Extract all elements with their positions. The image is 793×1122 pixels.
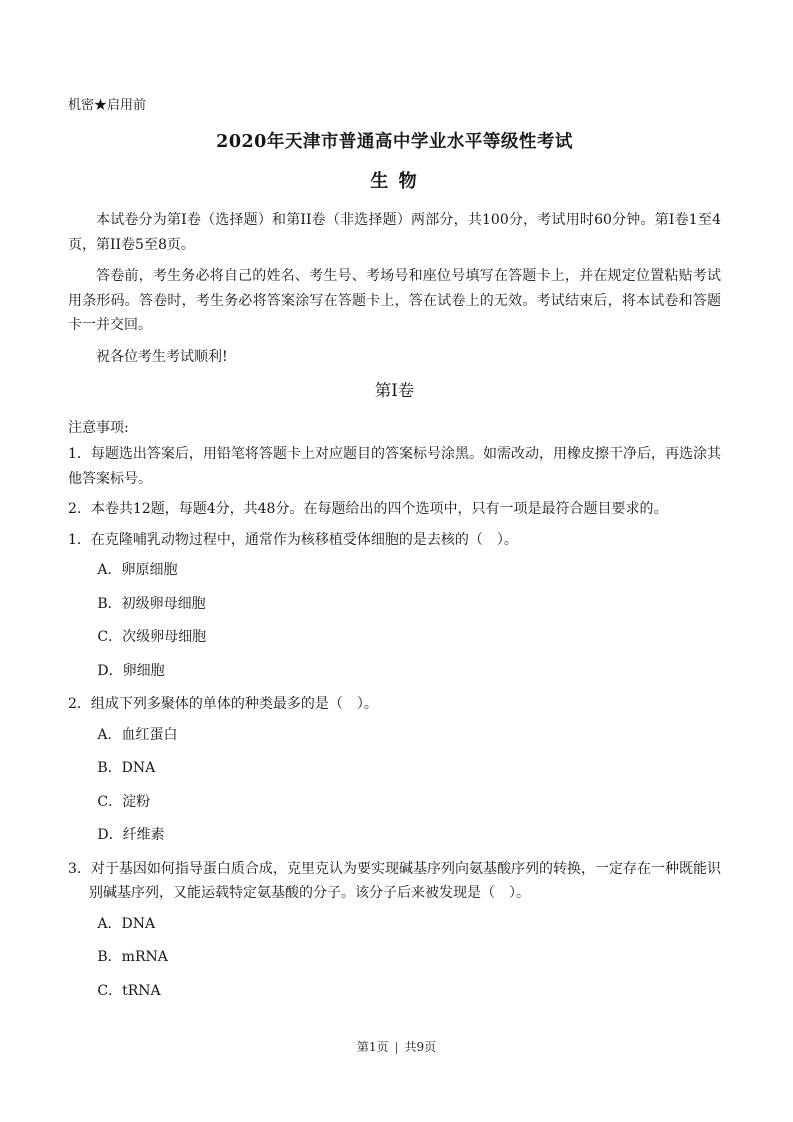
question-option: B．mRNA [97, 949, 168, 966]
classification-label: 机密★启用前 [68, 98, 147, 113]
notes-heading: 注意事项: [68, 419, 129, 436]
footer-page-number: 第1页 [356, 1040, 389, 1054]
question-option: C．次级卵母细胞 [97, 629, 207, 646]
question-stem: 3．对于基因如何指导蛋白质合成，克里克认为要实现碱基序列向氨基酸序列的转换，一定存在一种既能识别碱基序列，又能运载特定氨基酸的分子。该分子后来被发现是（ ）。 [68, 860, 721, 902]
question-stem: 1．在克隆哺乳动物过程中，通常作为核移植受体细胞的是去核的（ ）。 [68, 531, 518, 548]
question-option: A．卵原细胞 [97, 562, 178, 579]
note-item: 1．每题选出答案后，用铅笔将答题卡上对应题目的答案标号涂黑。如需改动，用橡皮擦干净后，再选涂其他答案标号。 [68, 446, 721, 487]
intro-paragraph-wish: 祝各位考生考试顺利! [96, 348, 228, 365]
question-option: A．血红蛋白 [97, 726, 178, 743]
question-3 [68, 857, 721, 1004]
question-option: A．DNA [97, 915, 156, 932]
question-option: D．纤维素 [97, 827, 165, 844]
question-option: C．tRNA [97, 982, 161, 999]
question-option: D．卵细胞 [97, 662, 165, 679]
footer-separator: | [394, 1040, 399, 1054]
question-option: B．DNA [97, 760, 156, 777]
exam-subject: 生 物 [370, 171, 419, 192]
question-stem: 2．组成下列多聚体的单体的种类最多的是（ ）。 [68, 696, 378, 713]
intro-paragraph-instructions: 答卷前，考生务必将自己的姓名、考生号、考场号和座位号填写在答题卡上，并在规定位置粘贴考试用条形码。答卷时，考生务必将答案涂写在答题卡上，答在试卷上的无效。考试结束后，将本试卷和答题卡一并交回。 [68, 268, 721, 334]
note-item: 2．本卷共12题，每题4分，共48分。在每题给出的四个选项中，只有一项是最符合题目要求的。 [68, 501, 668, 518]
page-footer [0, 1038, 793, 1055]
question-2 [68, 692, 721, 848]
section-title: 第I卷 [374, 381, 415, 401]
question-option: C．淀粉 [97, 793, 151, 810]
question-1 [68, 528, 721, 684]
intro-paragraph-structure: 本试卷分为第I卷（选择题）和第II卷（非选择题）两部分，共100分，考试用时60分钟。第I卷1至4页，第II卷5至8页。 [68, 212, 721, 253]
exam-title: 2020年天津市普通高中学业水平等级性考试 [216, 131, 573, 152]
question-option: B．初级卵母细胞 [97, 595, 206, 612]
footer-total-pages: 共9页 [404, 1040, 437, 1054]
